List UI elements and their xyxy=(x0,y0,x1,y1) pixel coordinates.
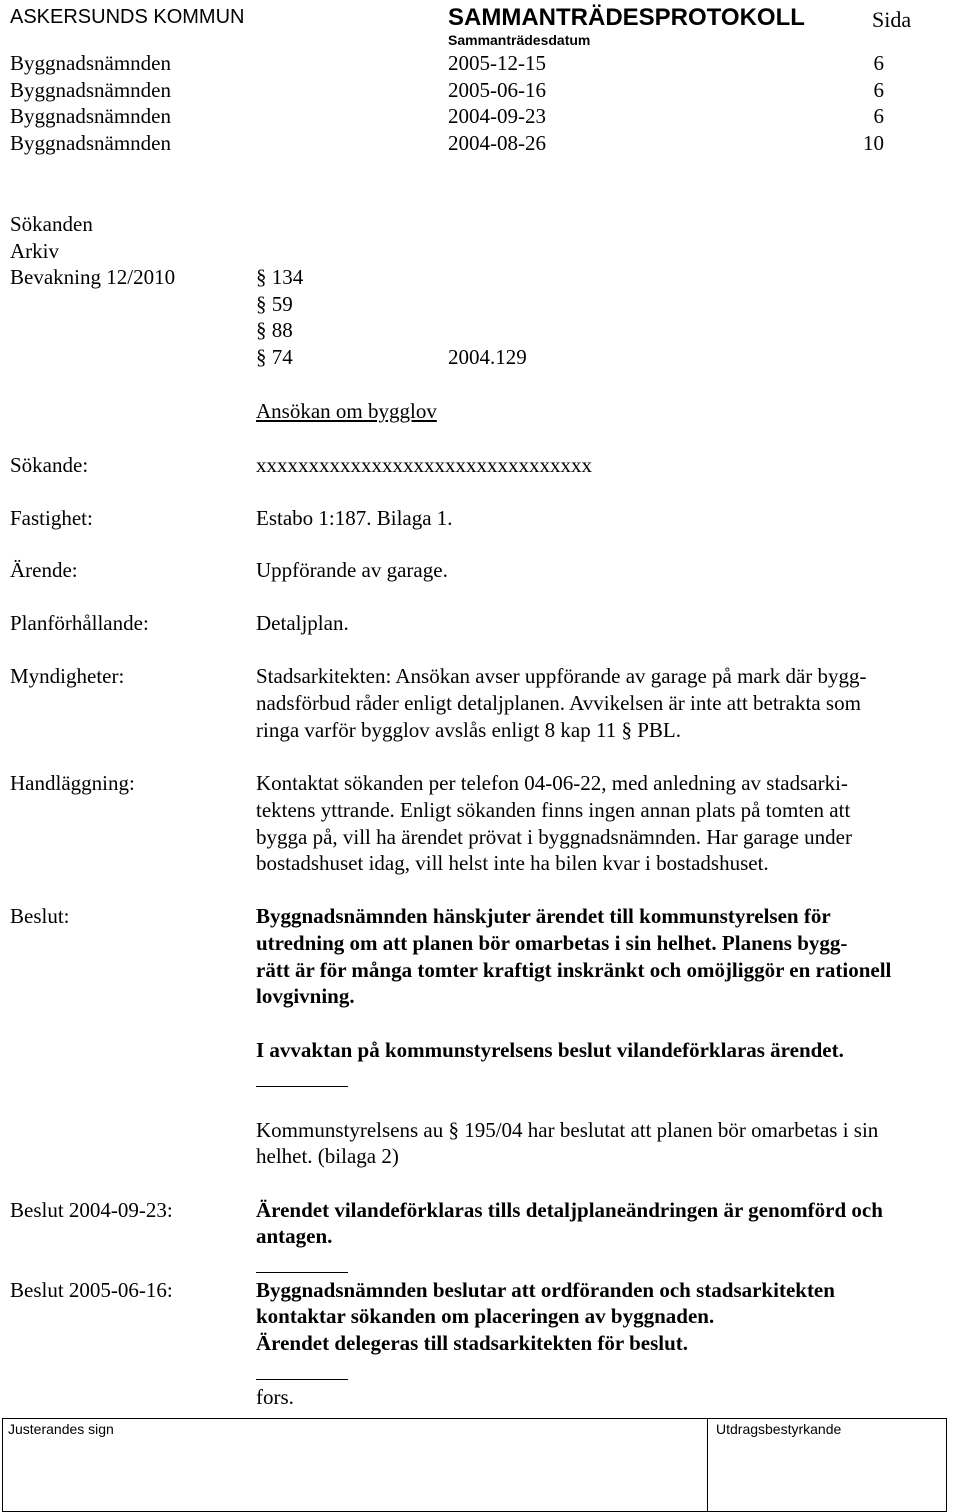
paragraph-number: § 88 xyxy=(256,318,293,342)
authorities-text-line: nadsförbud råder enligt detaljplanen. Avvikelsen är inte att betrakta som xyxy=(256,691,861,715)
property-value: Estabo 1:187. Bilaga 1. xyxy=(256,506,453,530)
meeting-page: 6 xyxy=(873,51,884,75)
paragraph-number: § 59 xyxy=(256,292,293,316)
waiting-decision: I avvaktan på kommunstyrelsens beslut vilandeförklaras ärendet. xyxy=(256,1038,844,1062)
decision-label: Beslut: xyxy=(10,904,70,928)
matter-value: Uppförande av garage. xyxy=(256,558,448,582)
decision3-text-line: kontaktar sökanden om placeringen av byggnaden. xyxy=(256,1304,715,1328)
decision-text-line: lovgivning. xyxy=(256,984,355,1008)
decision-text-line: utredning om att planen bör omarbetas i sin helhet. Planens bygg- xyxy=(256,931,848,955)
meeting-date: 2004-09-23 xyxy=(448,104,546,128)
authorities-text-line: ringa varför bygglov avslås enligt 8 kap 11 § PBL. xyxy=(256,718,681,742)
meeting-page: 6 xyxy=(873,78,884,102)
meeting-body: Byggnadsnämnden xyxy=(10,131,171,155)
ks-text-line: Kommunstyrelsens au § 195/04 har beslutat att planen bör omarbetas i sin xyxy=(256,1118,879,1142)
meeting-date: 2004-08-26 xyxy=(448,131,546,155)
decision-text-line: Byggnadsnämnden hänskjuter ärendet till kommunstyrelsen för xyxy=(256,904,831,928)
meeting-body: Byggnadsnämnden xyxy=(10,51,171,75)
decision2-text-line: antagen. xyxy=(256,1224,333,1248)
distribution-archive: Arkiv xyxy=(10,239,59,263)
handling-text-line: tektens yttrande. Enligt sökanden finns ingen annan plats på tomten att xyxy=(256,798,851,822)
decision3-text-line: Byggnadsnämnden beslutar att ordföranden och stadsarkitekten xyxy=(256,1278,835,1302)
authorities-label: Myndigheter: xyxy=(10,664,125,688)
separator-line xyxy=(256,1379,348,1380)
decision3-label: Beslut 2005-06-16: xyxy=(10,1278,173,1302)
separator-line xyxy=(256,1272,348,1273)
decision2-label: Beslut 2004-09-23: xyxy=(10,1198,173,1222)
handling-text-line: bostadshuset idag, vill helst inte ha bilen kvar i bostadshuset. xyxy=(256,851,769,875)
plan-label: Planförhållande: xyxy=(10,611,149,635)
decision3-text-line: Ärendet delegeras till stadsarkitekten för beslut. xyxy=(256,1331,689,1355)
plan-value: Detaljplan. xyxy=(256,611,349,635)
handling-text-line: bygga på, vill ha ärendet prövat i byggnadsnämnden. Har garage under xyxy=(256,825,852,849)
page-label: Sida xyxy=(872,7,912,32)
meeting-page: 6 xyxy=(873,104,884,128)
applicant-value: xxxxxxxxxxxxxxxxxxxxxxxxxxxxxxxx xyxy=(256,453,592,477)
ks-text-line: helhet. (bilaga 2) xyxy=(256,1144,399,1168)
meeting-date: 2005-06-16 xyxy=(448,78,546,102)
paragraph-number: § 74 xyxy=(256,345,293,369)
meeting-page: 10 xyxy=(863,131,884,155)
municipality-name: ASKERSUNDS KOMMUN xyxy=(10,6,245,28)
meeting-body: Byggnadsnämnden xyxy=(10,78,171,102)
paragraph-number: § 134 xyxy=(256,265,304,289)
separator-line xyxy=(256,1086,348,1087)
case-title: Ansökan om bygglov xyxy=(256,399,437,423)
case-number: 2004.129 xyxy=(448,345,527,369)
distribution-monitoring: Bevakning 12/2010 xyxy=(10,265,176,289)
handling-text-line: Kontaktat sökanden per telefon 04-06-22, med anledning av stadsarki- xyxy=(256,771,848,795)
continued-note: fors. xyxy=(256,1385,294,1409)
decision2-text-line: Ärendet vilandeförklaras tills detaljplaneändringen är genomförd och xyxy=(256,1198,883,1222)
meeting-date: 2005-12-15 xyxy=(448,51,546,75)
signature-label: Justerandes sign xyxy=(8,1421,114,1437)
authorities-text-line: Stadsarkitekten: Ansökan avser uppförande av garage på mark där bygg- xyxy=(256,664,867,688)
property-label: Fastighet: xyxy=(10,506,93,530)
document-title: SAMMANTRÄDESPROTOKOLL xyxy=(448,4,805,31)
meeting-body: Byggnadsnämnden xyxy=(10,104,171,128)
applicant-label: Sökande: xyxy=(10,453,89,477)
matter-label: Ärende: xyxy=(10,558,78,582)
distribution-applicant: Sökanden xyxy=(10,212,93,236)
handling-label: Handläggning: xyxy=(10,771,135,795)
extract-label: Utdragsbestyrkande xyxy=(716,1421,842,1437)
decision-text-line: rätt är för många tomter kraftigt inskränkt och omöjliggör en rationell xyxy=(256,958,892,982)
meeting-date-label: Sammanträdesdatum xyxy=(448,32,591,48)
